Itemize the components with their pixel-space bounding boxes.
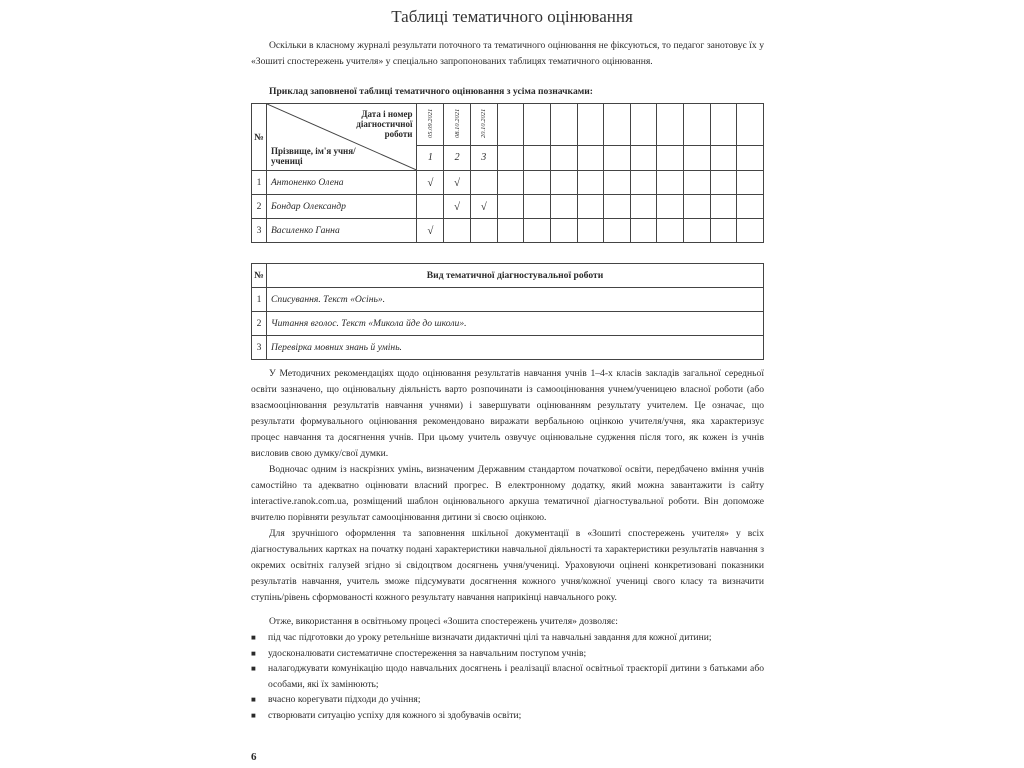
grid-worknum-cell [710, 145, 737, 170]
mark-cell: √ [417, 171, 444, 195]
work-date: 05.09.2021 [426, 108, 434, 138]
grid-date-cell [417, 104, 444, 146]
mark-cell [657, 195, 684, 219]
list-item-text: удосконалювати систематичне спостереження за навчальним поступом учнів; [268, 647, 587, 659]
work-number: 2 [454, 152, 460, 164]
mark-cell: √ [417, 219, 444, 243]
paragraph-methodology [251, 366, 764, 461]
mark-cell [737, 195, 764, 219]
mark-cell [577, 219, 604, 243]
table-caption: Приклад заповненої таблиці тематичного оцінювання з усіма позначками: [269, 86, 593, 97]
row-number: 3 [252, 336, 267, 360]
grid-date-cell [630, 104, 657, 146]
grid-date-cell [604, 104, 631, 146]
mark-cell [657, 171, 684, 195]
mark-cell [684, 171, 711, 195]
work-number: 1 [427, 152, 433, 164]
mark-cell [657, 219, 684, 243]
mark-cell [710, 219, 737, 243]
work-types-table [251, 263, 764, 360]
mark-cell [630, 219, 657, 243]
grid-date-cell [444, 104, 471, 146]
student-name: Антоненко Олена [266, 171, 417, 195]
grid-header-row [252, 104, 764, 146]
work-number: 3 [481, 152, 487, 164]
mark-cell [710, 195, 737, 219]
grid-worknum-cell [470, 145, 497, 170]
mark-cell [550, 219, 577, 243]
grid-worknum-cell [550, 145, 577, 170]
row-number: 2 [252, 195, 267, 219]
row-number: 2 [252, 312, 267, 336]
paragraph-text: Отже, використання в освітньому процесі «Зошита спостережень учителя» дозволяє: [269, 616, 618, 627]
mark-cell [684, 195, 711, 219]
row-number: 1 [252, 288, 267, 312]
table-row [252, 288, 764, 312]
types-header-row [252, 264, 764, 288]
grid-worknum-cell [657, 145, 684, 170]
mark-cell [470, 171, 497, 195]
table-row [252, 195, 764, 219]
student-name: Бондар Олександр [266, 195, 417, 219]
mark-cell: √ [470, 195, 497, 219]
list-item-text: налагоджувати комунікацію щодо навчальних досягнень і реалізації власної освітньої траєкторії дитини з батьками або особами, які їх замінюють; [268, 663, 764, 690]
mark-cell: √ [444, 171, 471, 195]
grid-date-cell [737, 104, 764, 146]
grid-date-cell [710, 104, 737, 146]
types-num-header: № [252, 264, 267, 288]
grid-worknum-cell [524, 145, 551, 170]
mark-cell [684, 219, 711, 243]
row-number: 3 [252, 219, 267, 243]
grid-worknum-cell [497, 145, 524, 170]
mark-cell [737, 171, 764, 195]
paragraph-text: Водночас одним із наскрізних умінь, визначеним Державним стандартом початкової освіти, передбачено вміння учнів самостійно та адекватно оцінювати власний прогрес. В електронному додатку, який можна завантажити із сайту interactive.ranok.com.ua, розміщений шаблон оцінювального аркуша тематичної діагностувальної роботи. Він допоможе вчителю порівняти результат самооцінювання дитини зі своєю оцінкою. [251, 464, 764, 523]
list-item-text: вчасно корегувати підходи до учіння; [268, 694, 421, 706]
mark-cell [710, 171, 737, 195]
grid-date-cell [470, 104, 497, 146]
mark-cell [630, 171, 657, 195]
grid-worknum-cell [604, 145, 631, 170]
mark-cell [497, 195, 524, 219]
grid-worknum-cell [577, 145, 604, 170]
mark-cell [444, 219, 471, 243]
mark-cell [497, 171, 524, 195]
mark-cell [737, 219, 764, 243]
work-description: Перевірка мовних знань й умінь. [267, 336, 764, 360]
grid-worknum-cell [444, 145, 471, 170]
table-row [252, 219, 764, 243]
grid-date-cell [524, 104, 551, 146]
list-item [251, 708, 764, 724]
grid-date-cell [497, 104, 524, 146]
mark-cell [417, 195, 444, 219]
grid-date-cell [577, 104, 604, 146]
list-item [251, 630, 764, 646]
mark-cell [524, 219, 551, 243]
grid-worknum-cell [684, 145, 711, 170]
grid-date-cell [550, 104, 577, 146]
paragraph-documentation [251, 526, 764, 606]
grid-date-cell [684, 104, 711, 146]
page-number: 6 [251, 751, 257, 763]
paragraph-summary [251, 614, 764, 630]
grid-worknum-cell [417, 145, 444, 170]
list-item-text: створювати ситуацію успіху для кожного зі здобувачів освіти; [268, 709, 522, 721]
square-bullet-icon: ■ [251, 648, 256, 658]
table-row [252, 336, 764, 360]
grid-header-name: Прізвище, ім'я учня/учениці [270, 146, 356, 166]
mark-cell [470, 219, 497, 243]
benefits-list [251, 630, 764, 724]
grid-header-date: Дата і номер діагностичної роботи [356, 109, 413, 139]
work-date: 20.10.2021 [480, 108, 488, 138]
grid-diagonal-header [266, 104, 417, 171]
grid-worknum-cell [630, 145, 657, 170]
list-item [251, 661, 764, 692]
mark-cell [550, 171, 577, 195]
paragraph-text: У Методичних рекомендаціях щодо оцінювання результатів навчання учнів 1–4-х класів закладів загальної середньої освіти зазначено, що оцінювальну діяльність варто розпочинати із самооцінювання учнем/ученицею власної роботи (або взаємооцінювання результатів навчання учнями) і завершувати оцінюванням результату учителем. Це означає, що результати формувального оцінювання рекомендовано виражати вербальною оцінкою учителя/учня, яка характеризує процес навчання та досягнення учнів. При цьому учитель озвучує оцінювальне судження після того, як кожен із учнів висловив свою думку/свої думки. [251, 368, 764, 459]
mark-cell: √ [444, 195, 471, 219]
mark-cell [604, 219, 631, 243]
intro-text: Оскільки в класному журналі результати поточного та тематичного оцінювання не фіксуються, то педагог занотовує їх у «Зошиті спостережень учителя» у спеціально запропонованих таблицях тематичного оцінювання. [251, 40, 764, 67]
mark-cell [524, 171, 551, 195]
mark-cell [550, 195, 577, 219]
mark-cell [577, 195, 604, 219]
student-name: Василенко Ганна [266, 219, 417, 243]
types-header: Вид тематичної діагностувальної роботи [267, 264, 764, 288]
table-row [252, 312, 764, 336]
list-item [251, 646, 764, 662]
work-description: Списування. Текст «Осінь». [267, 288, 764, 312]
list-item-text: під час підготовки до уроку ретельніше визначати дидактичні цілі та навчальні завдання для кожної дитини; [268, 632, 712, 643]
work-date: 08.10.2021 [453, 108, 461, 138]
paragraph-text: Для зручнішого оформлення та заповнення шкільної документації в «Зошиті спостережень учителя» у всіх діагностувальних картках на початку подані характеристики навчальної діяльності та характеристики результатів навчання з окремих освітніх галузей згідно зі свідоцтвом досягнень учня/учениці. Ураховуючи оцінені конкретизовані показники результатів навчання, учитель зможе підсумувати досягнення кожного учня/кожної учениці свого класу та визначити ступінь/рівень сформованості кожного результату навчання наприкінці навчального року. [251, 528, 764, 603]
mark-cell [630, 195, 657, 219]
grid-num-header: № [252, 104, 267, 171]
mark-cell [524, 195, 551, 219]
intro-paragraph [251, 38, 764, 70]
list-item [251, 692, 764, 708]
mark-cell [497, 219, 524, 243]
page-title: Таблиці тематичного оцінювання [391, 7, 633, 26]
mark-cell [577, 171, 604, 195]
square-bullet-icon: ■ [251, 633, 256, 642]
mark-cell [604, 171, 631, 195]
square-bullet-icon: ■ [251, 710, 256, 720]
assessment-grid-table [251, 103, 764, 243]
work-description: Читання вголос. Текст «Микола йде до школи». [267, 312, 764, 336]
paragraph-selfassessment [251, 462, 764, 526]
square-bullet-icon: ■ [251, 695, 256, 705]
grid-worknum-cell [737, 145, 764, 170]
grid-date-cell [657, 104, 684, 146]
row-number: 1 [252, 171, 267, 195]
mark-cell [604, 195, 631, 219]
square-bullet-icon: ■ [251, 664, 256, 674]
table-row [252, 171, 764, 195]
